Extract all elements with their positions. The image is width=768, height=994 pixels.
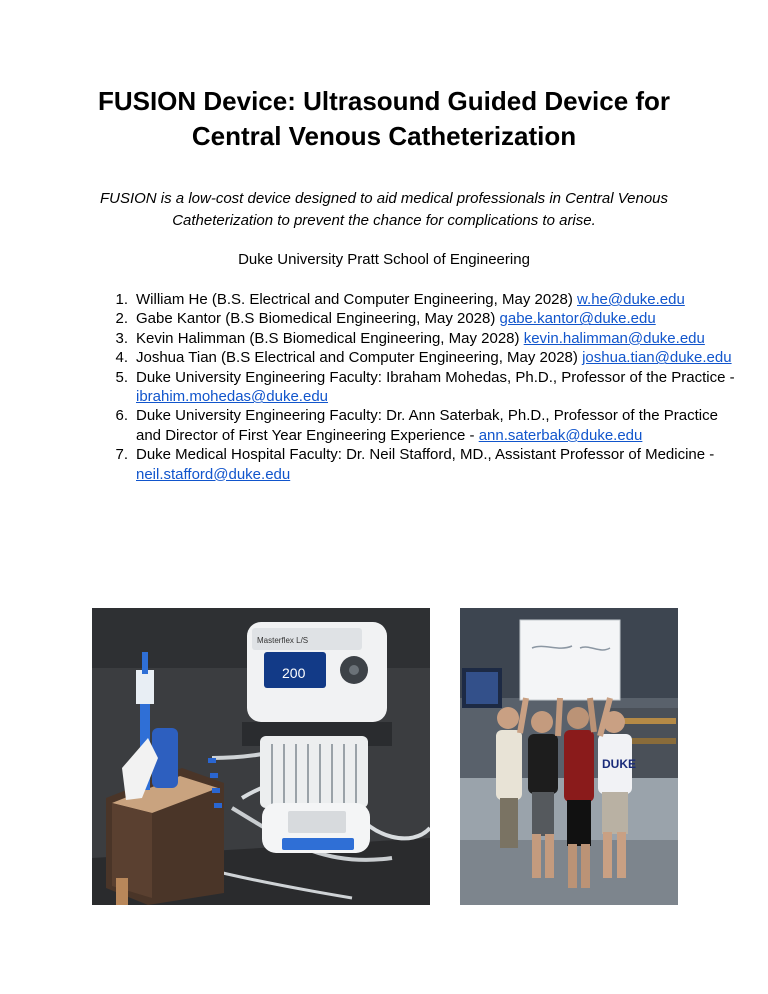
list-item: [136, 368, 736, 407]
email-link[interactable]: w.he@duke.edu: [577, 291, 685, 308]
member-description: William He (B.S. Electrical and Computer Engineering, May 2028): [136, 291, 578, 308]
email-link[interactable]: gabe.kantor@duke.edu: [499, 310, 656, 328]
email-link[interactable]: neil.stafford@duke.edu: [136, 465, 291, 483]
pump-illustration: [242, 622, 392, 853]
shirt-lettering: DUKE: [602, 757, 637, 771]
pump-screen-value: 200: [282, 665, 306, 681]
list-item: [136, 445, 736, 484]
list-item: [136, 406, 736, 445]
document-title: FUSION Device: Ultrasound Guided Device for Central Venous Catheterization: [97, 86, 671, 151]
email-link[interactable]: ibrahim.mohedas@duke.edu: [136, 388, 329, 406]
list-item: [136, 348, 736, 367]
member-description: Gabe Kantor (B.S Biomedical Engineering, May 2028): [136, 310, 500, 328]
email-link[interactable]: kevin.halimman@duke.edu: [523, 329, 705, 347]
affiliation: Duke University Pratt School of Engineering: [238, 251, 530, 268]
email-link[interactable]: ann.saterbak@duke.edu: [478, 426, 643, 444]
team-photo: [460, 608, 678, 905]
list-item: [136, 290, 736, 309]
member-description: Duke Medical Hospital Faculty: Dr. Neil Stafford, MD., Assistant Professor of Medicine -: [136, 446, 715, 464]
project-summary: FUSION is a low-cost device designed to aid medical professionals in Central Venous Catheterization to prevent the chance for complications to arise.: [99, 190, 669, 229]
email-link[interactable]: joshua.tian@duke.edu: [582, 349, 732, 367]
member-description: Duke University Engineering Faculty: Dr. Ann Saterbak, Ph.D., Professor of the Practice and Director of First Year Engineering Experience -: [136, 407, 718, 444]
device-illustration: [92, 608, 430, 905]
list-item: [136, 309, 736, 328]
whiteboard: [520, 620, 620, 700]
device-photo: [92, 608, 430, 905]
team-member-list: [90, 290, 736, 484]
list-item: [136, 329, 736, 348]
member-description: Joshua Tian (B.S Electrical and Computer Engineering, May 2028): [136, 349, 583, 367]
member-description: Kevin Halimman (B.S Biomedical Engineering, May 2028): [136, 329, 524, 347]
member-description: Duke University Engineering Faculty: Ibraham Mohedas, Ph.D., Professor of the Practice -: [136, 368, 735, 386]
pump-brand-label: Masterflex L/S: [257, 636, 309, 645]
team-illustration: [460, 608, 678, 905]
